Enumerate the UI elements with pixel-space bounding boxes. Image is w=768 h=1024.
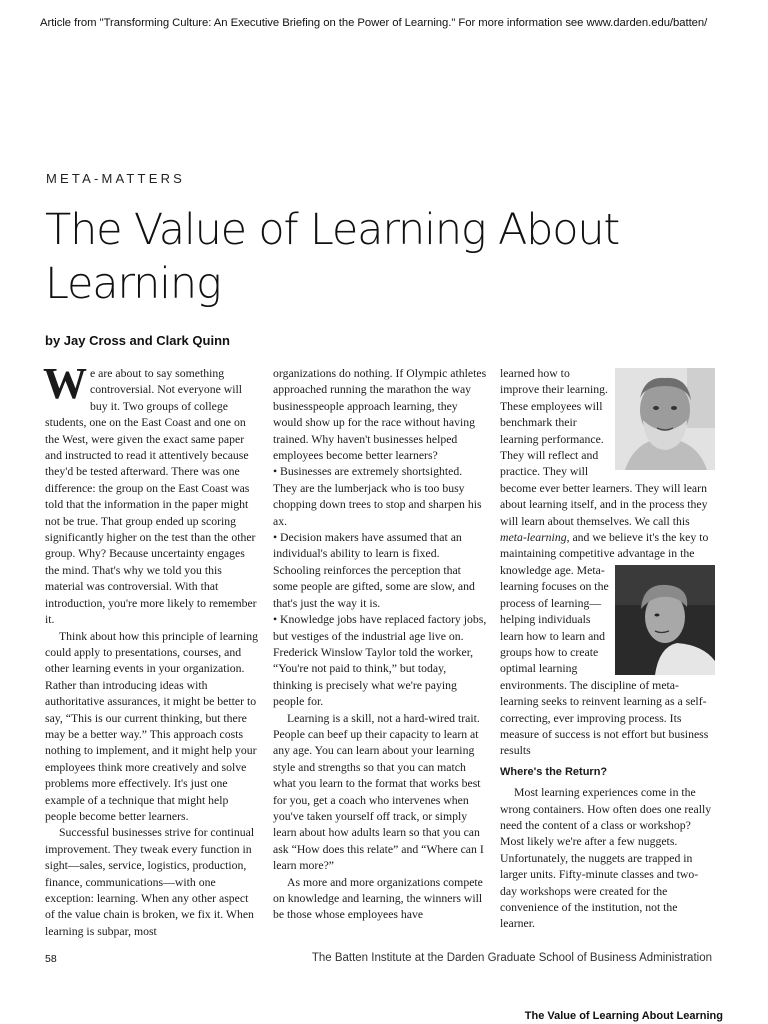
bullet-item: • Decision makers have assumed that an individual's ability to learn is fixed. Schooling reinforces the perception that some people are gifted, some are slow, and that's just the way it is. (273, 531, 475, 610)
footer-publisher: The Batten Institute at the Darden Graduate School of Business Administration (311, 952, 712, 964)
bullet-item: • Knowledge jobs have replaced factory jobs, but vestiges of the industrial age live on. Frederick Winslow Taylor told the worker, “You're not paid to think,” but today, thinking is precisely what we're paying people for. (273, 613, 487, 709)
paragraph: Learning is a skill, not a hard-wired trait. People can beef up their capacity to learn at any age. You can learn about your learning style and strengths so that you can match what you learn to the format that works best for you, get a coach who intervenes when you've taken yourself off track, or simply learn about how adults learn so that you can ask “How does this relate” and “Where can I learn more?” (273, 711, 484, 873)
intro-paragraph (43, 359, 259, 629)
paragraph: organizations do nothing. If Olympic athletes approached running the marathon the way businesspeople approach learning, they would show up for the race without having trained. Why haven't businesses helped employees become better learners? (273, 367, 487, 463)
paragraph: Think about how this principle of learning could apply to presentations, courses, and other learning events in your organization. Rather than introducing ideas with authoritative assurances, it might be better to say, “This is our current thinking, but there may be a better way.” This approach costs nothing to implement, and it might help your employees think more creatively and solve problems more effectively. It's just one example of a technique that might help people become better learners. (45, 629, 259, 823)
column-3 (500, 366, 714, 933)
column-1 (43, 359, 259, 940)
page-number: 58 (45, 953, 57, 965)
column-2 (273, 366, 487, 924)
paragraph: learned how to improve their learning. These employees will benchmark their learning performance. They will reflect and practice. They will become ever better learners. They will learn about learning itself, and in the process they will learn about themselves. We call this meta-learning, and we believe it's the key to maintaining competitive advantage in the knowledge age. Meta- learning focuses on the process of learning—helping individuals learn how to learn and groups how to create optimal learning environments. The discipline of meta-learning seeks to reinvent learning as a self-correcting, ever improving process. Its measure of success is not effort but business results (500, 366, 714, 760)
emphasis-meta-learning: meta-learning (500, 531, 567, 545)
bullet-item: • Businesses are extremely shortsighted. They are the lumberjack who is too busy chopping down trees to stop and sharpen his ax. (273, 465, 482, 528)
intro-text: e are about to say something controversial. Not everyone will buy it. Two groups of college students, one on the East Coast and one on the West, were given the exact same paper and instructed to read it attentively because they'd be tested afterward. There was one difference: the group on the East Coast was told that the information in the paper might not be true. That group ended up scoring significantly higher on the test than the other group. Why? Because uncertainty engages the mind. That's why we told you this material was controversial. With that introduction, you're more likely to remember it. (45, 367, 257, 627)
subhead-wheres-the-return: Where's the Return? (500, 765, 608, 778)
author-photo-man-profile (615, 565, 715, 675)
running-title: The Value of Learning About Learning (524, 1010, 723, 1022)
author-photo-bearded-man (615, 368, 715, 470)
source-line: Article from "Transforming Culture: An Executive Briefing on the Power of Learning." For more information see www.darden.edu/batten/ (40, 17, 708, 29)
drop-cap: W (43, 359, 87, 408)
paragraph: Successful businesses strive for continual improvement. They tweak every function in sight—sales, service, logistics, production, finance, communications—with one exception: learning. When any other aspect of the value chain is broken, we fix it. When learning is subpar, most (45, 826, 255, 938)
paragraph: Most learning experiences come in the wrong containers. How often does one really need the content of a class or workshop? Most likely we're after a few nuggets. Unfortunately, the nuggets are trapped in larger units. Fifty-minute classes and two-day workshops were created for the convenience of the institution, not the learner. (500, 786, 712, 931)
paragraph: As more and more organizations compete on knowledge and learning, the winners will be those whose employees have (273, 875, 483, 922)
byline: by Jay Cross and Clark Quinn (45, 333, 230, 348)
article-title: The Value of Learning About Learning (45, 205, 620, 309)
section-label: META-MATTERS (46, 171, 186, 186)
